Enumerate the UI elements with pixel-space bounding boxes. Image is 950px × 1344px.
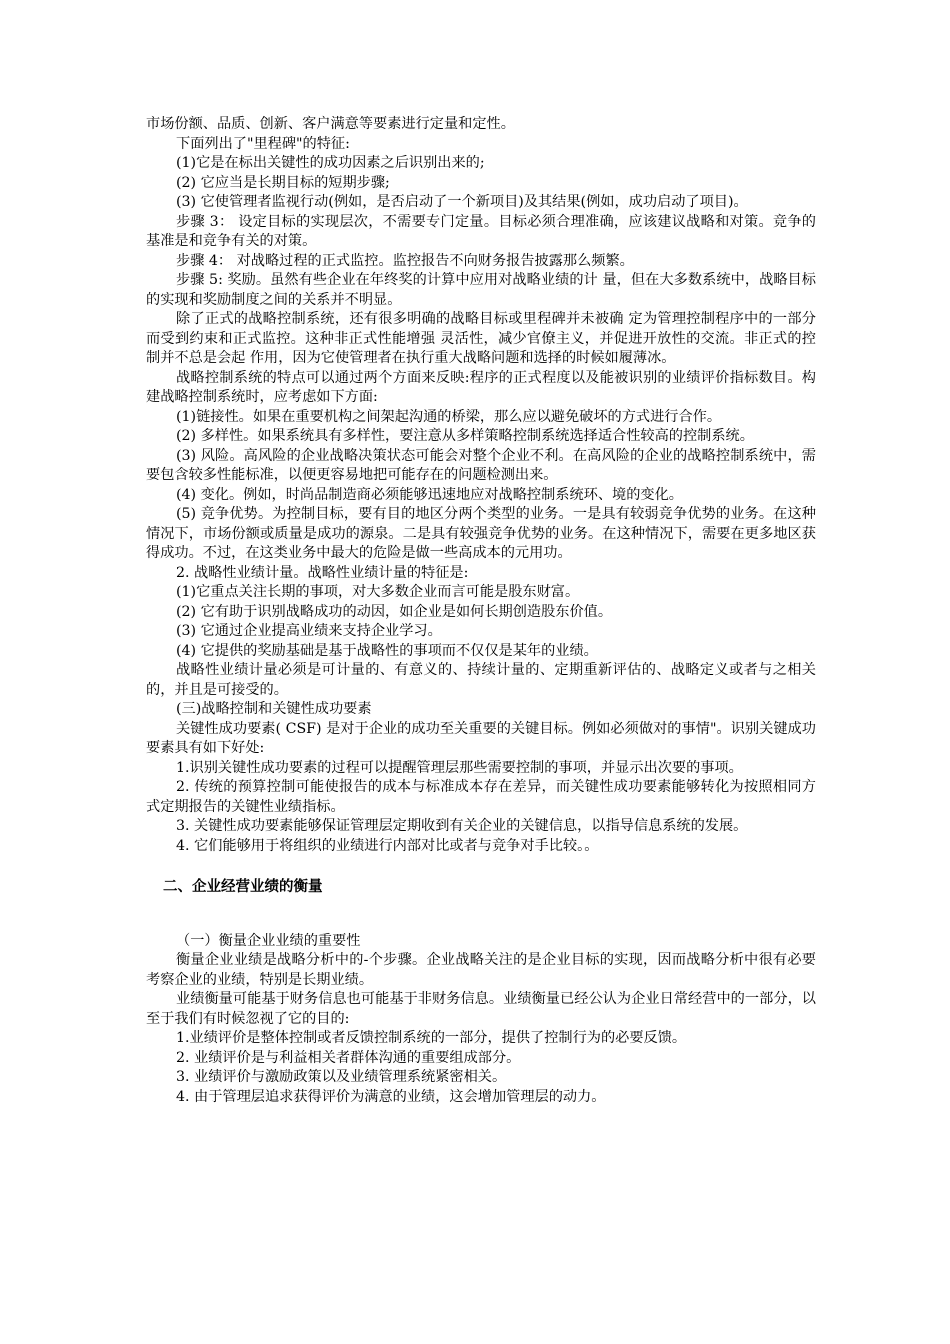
paragraph: 关键性成功要素( CSF) 是对于企业的成功至关重要的关键目标。例如必须做对的事情"。识别关键成功要素具有如下好处: xyxy=(146,720,816,756)
paragraph: (3) 它通过企业提高业绩来支持企业学习。 xyxy=(176,623,442,639)
paragraph: (1)它是在标出关键性的成功因素之后识别出来的; xyxy=(176,155,485,171)
paragraph: (3) 它使管理者监视行动(例如，是否启动了一个新项目)及其结果(例如，成功启动了项目)。 xyxy=(176,194,748,210)
body-text-part1 xyxy=(146,115,816,856)
paragraph: (4) 变化。例如，时尚品制造商必须能够迅速地应对战略控制系统环、境的变化。 xyxy=(176,486,683,503)
paragraph: 战略控制系统的特点可以通过两个方面来反映:程序的正式程度以及能被识别的业绩评价指标数目。构建战略控制系统时，应考虑如下方面: xyxy=(146,369,816,405)
paragraph: 步骤 4： 对战略过程的正式监控。监控报告不向财务报告披露那么频繁。 xyxy=(176,252,634,269)
paragraph: (5) 竞争优势。为控制目标，要有目的地区分两个类型的业务。一是具有较弱竞争优势的业务。在这种情况下，市场份额或质量是成功的源泉。二是具有较强竞争优势的业务。在这种情况下，需要在更多地区获得成功。不过，在这类业务中最大的危险是做一些高成本的元用功。 xyxy=(146,506,816,561)
paragraph: (三)战略控制和关键性成功要素 xyxy=(176,701,372,717)
paragraph: 3. 关键性成功要素能够保证管理层定期收到有关企业的关键信息，以指导信息系统的发展。 xyxy=(176,818,748,834)
paragraph: 4. 它们能够用于将组织的业绩进行内部对比或者与竞争对手比较。。 xyxy=(176,837,599,854)
paragraph: 4. 由于管理层追求获得评价为满意的业绩，这会增加管理层的动力。 xyxy=(176,1088,606,1105)
paragraph: 2. 传统的预算控制可能使报告的成本与标准成本存在差异，而关键性成功要素能够转化为按照相同方式定期报告的关键性业绩指标。 xyxy=(146,779,816,815)
paragraph: 步骤 3： 设定目标的实现层次，不需要专门定量。目标必须合理准确，应该建议战略和对策。竞争的基准是和竞争有关的对策。 xyxy=(146,213,816,249)
paragraph: 1.业绩评价是整体控制或者反馈控制系统的一部分，提供了控制行为的必要反馈。 xyxy=(176,1030,687,1046)
paragraph: 市场份额、品质、创新、客户满意等要素进行定量和定性。 xyxy=(146,116,515,132)
paragraph: (2) 多样性。如果系统具有多样性，要注意从多样策略控制系统选择适合性较高的控制系统。 xyxy=(176,428,754,444)
paragraph: 步骤 5: 奖励。虽然有些企业在年终奖的计算中应用对战略业绩的计 量，但在大多数系统中，战略目标的实现和奖励制度之间的关系并不明显。 xyxy=(146,272,816,308)
paragraph: 衡量企业业绩是战略分析中的-个步骤。企业战略关注的是企业目标的实现，因而战略分析中很有必要考察企业的业绩，特别是长期业绩。 xyxy=(146,952,816,988)
paragraph: (3) 风险。高风险的企业战略决策状态可能会对整个企业不利。在高风险的企业的战略控制系统中，需要包含较多性能标准，以便更容易地把可能存在的问题检测出来。 xyxy=(146,447,816,483)
paragraph: (2) 它应当是长期目标的短期步骤; xyxy=(176,174,390,191)
paragraph: (1)它重点关注长期的事项，对大多数企业而言可能是股东财富。 xyxy=(176,584,580,600)
paragraph: 除了正式的战略控制系统，还有很多明确的战略目标或里程碑并未被确 定为管理控制程序中的一部分而受到约束和正式监控。这种非正式性能增强 灵活性，减少官僚主义，并促进开放性的交流。非正式的控制并不总是会起 作用，因为它使管理者在执行重大战略问题和选择的时候如履薄冰。 xyxy=(146,311,816,366)
paragraph: (2) 它有助于识别战略成功的动因，如企业是如何长期创造股东价值。 xyxy=(176,603,613,620)
paragraph: 1.识别关键性成功要素的过程可以提醒管理层那些需要控制的事项，并显示出次要的事项。 xyxy=(176,759,743,776)
paragraph: (4) 它提供的奖励基础是基于战略性的事项而不仅仅是某年的业绩。 xyxy=(176,642,598,659)
paragraph: 2. 战略性业绩计量。战略性业绩计量的特征是: xyxy=(176,564,469,581)
paragraph: (1)链接性。如果在重要机构之间架起沟通的桥梁，那么应以避免破坏的方式进行合作。 xyxy=(176,408,722,425)
paragraph: 3. 业绩评价与激励政策以及业绩管理系统紧密相关。 xyxy=(176,1069,507,1085)
section-heading: 二、企业经营业绩的衡量 xyxy=(163,879,323,895)
paragraph: 2. 业绩评价是与利益相关者群体沟通的重要组成部分。 xyxy=(176,1049,521,1066)
paragraph: 业绩衡量可能基于财务信息也可能基于非财务信息。业绩衡量已经公认为企业日常经营中的一部分，以至于我们有时候忽视了它的目的: xyxy=(146,991,816,1027)
paragraph: （一）衡量企业业绩的重要性 xyxy=(176,932,361,949)
body-text-part2 xyxy=(146,932,816,1108)
paragraph: 下面列出了"里程碑"的特征: xyxy=(176,135,350,152)
paragraph: 战略性业绩计量必须是可计量的、有意义的、持续计量的、定期重新评估的、战略定义或者与之相关的，并且是可接受的。 xyxy=(146,662,816,698)
document-page xyxy=(146,115,816,1107)
